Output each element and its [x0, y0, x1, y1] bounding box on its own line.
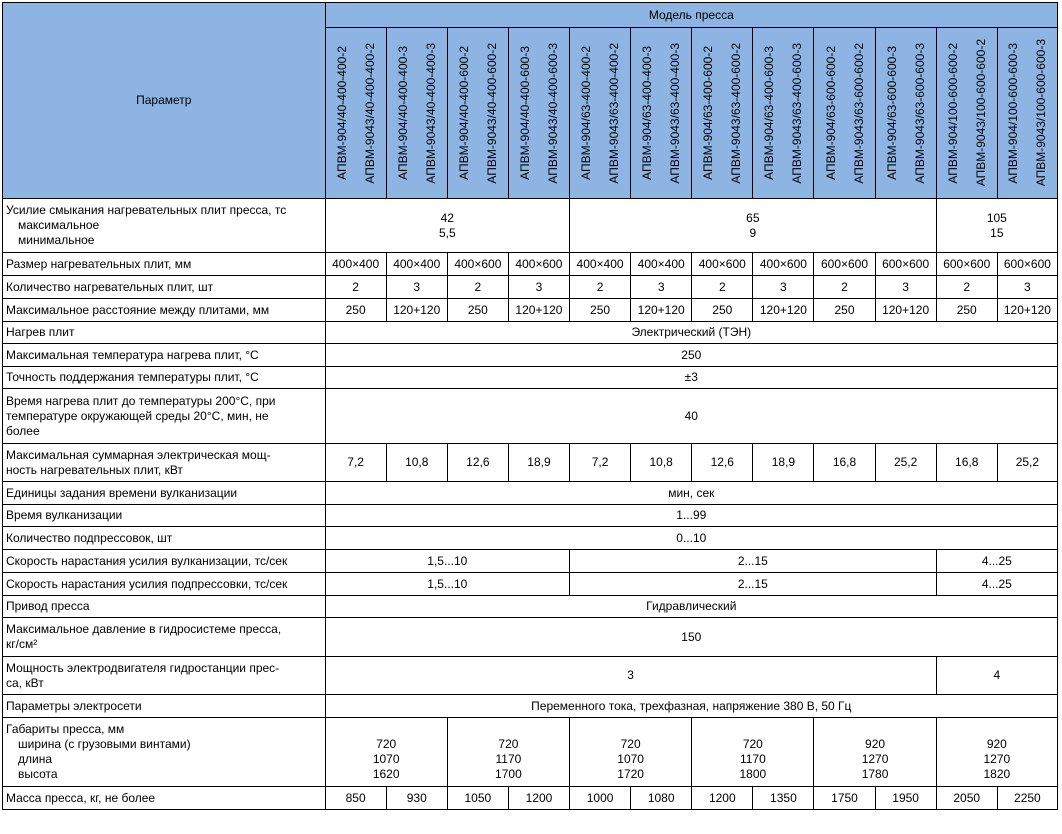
value-line: 0...10: [676, 530, 707, 545]
spec-table: [2, 2, 1058, 810]
value-cell: [875, 276, 936, 299]
value-line: 1080: [647, 790, 675, 805]
spec-row: [3, 657, 1058, 695]
param-name: [3, 199, 326, 253]
value-cell: [325, 596, 1057, 618]
spec-row: [3, 389, 1058, 444]
value-line: 5,5: [438, 225, 456, 240]
value-line: 1,5...10: [427, 576, 468, 591]
value-line: 1820: [983, 767, 1011, 781]
value-cell: [631, 253, 692, 276]
param-line: са, кВт: [6, 675, 44, 690]
value-line: 1720: [617, 767, 644, 781]
value-cell: [386, 276, 447, 299]
value-cell: [570, 444, 631, 482]
value-cell: [570, 718, 692, 787]
value-line: 3: [657, 279, 665, 294]
value-cell: [936, 718, 1057, 787]
value-cell: [570, 276, 631, 299]
model-name: АПВМ-904/40-400-400-2: [334, 46, 349, 180]
param-name: [3, 787, 326, 810]
model-name: АПВМ-9043/63-600-600-3: [912, 42, 927, 184]
value-cell: [753, 276, 814, 299]
value-cell: [447, 299, 508, 322]
value-cell: [325, 695, 1057, 718]
value-line: 16,8: [832, 455, 857, 469]
value-cell: [692, 253, 753, 276]
param-line: Скорость нарастания усилия подпрессовки, тс/сек: [6, 576, 288, 591]
value-line: 12,6: [466, 455, 490, 469]
param-name: [3, 596, 326, 618]
value-cell: [325, 482, 1057, 505]
value-cell: [570, 550, 937, 573]
value-cell: [570, 253, 631, 276]
param-line: Точность поддержания температуры плит, °С: [6, 370, 259, 384]
value-line: 250: [590, 302, 611, 317]
value-line: 250: [712, 302, 733, 317]
value-line: Электрический (ТЭН): [631, 325, 752, 339]
value-line: 720: [498, 737, 519, 751]
value-line: 7,2: [591, 455, 609, 469]
value-cell: [753, 787, 814, 810]
spec-row: [3, 299, 1058, 322]
value-line: 1750: [831, 790, 858, 805]
model-name-cell: [325, 28, 386, 199]
value-line: 25,2: [1015, 455, 1040, 469]
spec-row: [3, 482, 1058, 505]
value-line: 400×600: [515, 256, 563, 271]
value-cell: [753, 299, 814, 322]
param-line: Масса пресса, кг, не более: [6, 790, 156, 805]
value-line: 600×600: [882, 256, 930, 271]
value-cell: [997, 787, 1057, 810]
value-cell: [997, 444, 1057, 482]
param-line: длина: [18, 752, 53, 766]
value-line: 9: [749, 225, 757, 240]
value-line: 1620: [372, 767, 400, 781]
spec-row: [3, 573, 1058, 596]
value-line: 2: [352, 279, 359, 294]
value-line: 120+120: [1003, 302, 1051, 317]
value-line: 400×600: [454, 256, 502, 271]
value-cell: [508, 787, 569, 810]
value-cell: [936, 299, 997, 322]
value-line: 1270: [983, 752, 1011, 766]
param-line: максимальное: [18, 218, 100, 232]
value-line: 1070: [617, 752, 644, 766]
param-name: [3, 389, 326, 444]
value-line: 850: [345, 790, 366, 805]
model-name: АПВМ-9043/40-400-600-3: [545, 42, 560, 184]
param-line: Максимальная температура нагрева плит, °С: [6, 347, 259, 362]
header-row-model: [3, 3, 1058, 28]
value-cell: [936, 573, 1057, 596]
value-line: 4...25: [981, 576, 1012, 591]
value-cell: [997, 299, 1057, 322]
param-line: Количество подпрессовок, шт: [6, 530, 173, 545]
value-cell: [325, 276, 386, 299]
value-line: 920: [865, 737, 886, 751]
spec-row: [3, 367, 1058, 389]
spec-row: [3, 695, 1058, 718]
model-name: АПВМ-904/40-400-600-2: [456, 46, 471, 180]
param-line: ность нагревательных плит, кВт: [6, 462, 183, 477]
param-name: [3, 550, 326, 573]
value-cell: [386, 253, 447, 276]
value-cell: [325, 299, 386, 322]
value-cell: [936, 199, 1057, 253]
value-cell: [325, 253, 386, 276]
model-name: АПВМ-9043/63-400-600-2: [729, 42, 744, 184]
value-line: 42: [440, 210, 454, 225]
param-line: Нагрев плит: [6, 325, 75, 339]
value-cell: [814, 253, 875, 276]
value-line: 3: [1024, 279, 1031, 294]
value-line: 18,9: [771, 455, 796, 469]
value-line: 150: [681, 629, 702, 644]
param-name: [3, 573, 326, 596]
spec-row: [3, 444, 1058, 482]
value-line: ±3: [684, 370, 698, 384]
value-cell: [875, 444, 936, 482]
spec-row: [3, 199, 1058, 253]
value-cell: [325, 389, 1057, 444]
model-name-cell: [997, 28, 1057, 199]
value-cell: [814, 718, 936, 787]
param-name: [3, 618, 326, 657]
value-cell: [875, 299, 936, 322]
spec-row: [3, 253, 1058, 276]
param-line: Размер нагревательных плит, мм: [6, 256, 192, 271]
model-name-cell: [875, 28, 936, 199]
param-line: более: [6, 423, 40, 438]
value-cell: [692, 787, 753, 810]
value-cell: [570, 299, 631, 322]
spec-row: [3, 322, 1058, 344]
model-name: АПВМ-9043/63-400-400-2: [607, 42, 622, 184]
value-line: 18,9: [527, 455, 551, 469]
value-line: 3: [902, 279, 909, 294]
param-line: минимальное: [18, 233, 95, 247]
model-name: АПВМ-904/40-400-600-3: [517, 46, 532, 180]
value-cell: [997, 253, 1057, 276]
value-line: 1170: [495, 752, 522, 766]
value-cell: [814, 299, 875, 322]
value-line: 120+120: [637, 302, 685, 317]
model-name-cell: [386, 28, 447, 199]
value-cell: [508, 444, 569, 482]
param-line: Максимальная суммарная электрическая мощ-: [6, 447, 271, 462]
value-cell: [325, 322, 1057, 344]
value-line: 3: [413, 279, 421, 294]
value-line: 1350: [770, 790, 797, 805]
param-name: [3, 253, 326, 276]
value-cell: [447, 718, 569, 787]
value-line: 105: [986, 210, 1007, 225]
value-cell: [936, 276, 997, 299]
value-line: 3: [627, 668, 634, 682]
value-cell: [692, 276, 753, 299]
value-line: 250: [834, 302, 855, 317]
value-cell: [631, 276, 692, 299]
value-cell: [447, 276, 508, 299]
param-line: Привод пресса: [6, 599, 90, 613]
value-line: 600×600: [820, 256, 869, 271]
value-line: 10,8: [649, 455, 673, 469]
param-name: [3, 505, 326, 527]
value-line: 930: [406, 790, 427, 805]
model-name-cell: [936, 28, 997, 199]
value-line: 1270: [861, 752, 889, 766]
value-cell: [508, 276, 569, 299]
value-line: 15: [990, 225, 1004, 240]
value-line: 25,2: [893, 455, 918, 469]
param-header: Параметр: [3, 3, 326, 199]
value-cell: [631, 299, 692, 322]
value-cell: [631, 787, 692, 810]
value-line: 600×600: [1003, 256, 1051, 271]
model-name: АПВМ-9043/40-400-400-3: [423, 42, 438, 184]
value-cell: [325, 444, 386, 482]
value-line: 600×600: [943, 256, 991, 271]
model-name-cell: [631, 28, 692, 199]
value-cell: [325, 718, 447, 787]
value-cell: [936, 444, 997, 482]
param-line: Параметры электросети: [6, 698, 142, 713]
value-cell: [570, 199, 937, 253]
param-line: Время вулканизации: [6, 508, 123, 522]
value-line: 4...25: [981, 553, 1012, 568]
value-cell: [325, 367, 1057, 389]
value-cell: [386, 299, 447, 322]
value-line: 400×400: [637, 256, 685, 271]
value-cell: [447, 444, 508, 482]
value-line: 400×600: [759, 256, 807, 271]
value-line: Переменного тока, трехфазная, напряжение 380 В, 50 Гц: [531, 698, 852, 713]
value-line: 1950: [892, 790, 919, 805]
model-name: АПВМ-904/100-600-600-3: [1006, 42, 1021, 184]
param-name: [3, 718, 326, 787]
value-line: 1200: [525, 790, 553, 805]
value-line: 1070: [372, 752, 400, 766]
model-name: АПВМ-904/63-600-600-2: [823, 46, 838, 180]
value-line: 2250: [1014, 790, 1041, 805]
value-line: 1000: [586, 790, 614, 805]
model-name: АПВМ-904/40-400-400-3: [395, 46, 410, 180]
value-line: 120+120: [393, 302, 441, 317]
value-cell: [814, 276, 875, 299]
value-line: 12,6: [710, 455, 734, 469]
param-line: Единицы задания времени вулканизации: [6, 485, 238, 500]
model-name: АПВМ-9043/40-400-600-2: [484, 42, 499, 184]
param-name: [3, 344, 326, 367]
param-name: [3, 276, 326, 299]
param-line: Время нагрева плит до температуры 200°С, при: [6, 393, 276, 408]
model-name: АПВМ-9043/40-400-400-2: [362, 42, 377, 184]
model-name-cell: [814, 28, 875, 199]
value-cell: [814, 444, 875, 482]
value-line: 65: [746, 210, 760, 225]
value-line: 1800: [739, 767, 767, 781]
param-name: [3, 444, 326, 482]
value-line: 720: [620, 737, 641, 751]
param-line: кг/см²: [6, 637, 38, 651]
value-cell: [325, 344, 1057, 367]
spec-row: [3, 505, 1058, 527]
model-name-cell: [508, 28, 569, 199]
value-line: 2: [841, 279, 848, 294]
value-line: 7,2: [347, 455, 364, 469]
value-cell: [692, 718, 814, 787]
param-line: Максимальное давление в гидросистеме пресса,: [6, 622, 282, 636]
model-name-cell: [692, 28, 753, 199]
param-name: [3, 299, 326, 322]
model-name: АПВМ-904/63-600-600-3: [884, 46, 899, 180]
value-line: 2: [474, 279, 482, 294]
param-name: [3, 657, 326, 695]
value-line: 3: [535, 279, 543, 294]
value-cell: [753, 253, 814, 276]
value-cell: [875, 787, 936, 810]
value-cell: [814, 787, 875, 810]
value-line: 2: [718, 279, 726, 294]
value-line: 1...99: [676, 508, 707, 522]
model-name: АПВМ-904/63-400-600-2: [701, 46, 716, 180]
value-cell: [936, 550, 1057, 573]
value-line: 3: [780, 279, 787, 294]
value-cell: [875, 253, 936, 276]
spec-row: [3, 527, 1058, 550]
value-line: 920: [986, 737, 1007, 751]
value-cell: [325, 657, 936, 695]
value-cell: [325, 527, 1057, 550]
model-name: АПВМ-904/63-400-400-2: [579, 46, 594, 180]
value-cell: [936, 787, 997, 810]
value-line: 400×400: [332, 256, 380, 271]
param-name: [3, 695, 326, 718]
value-line: мин, сек: [668, 485, 715, 500]
spec-row: [3, 276, 1058, 299]
value-line: 120+120: [515, 302, 563, 317]
value-line: 400×400: [576, 256, 624, 271]
value-line: 2...15: [737, 553, 768, 568]
value-cell: [447, 253, 508, 276]
value-cell: [325, 505, 1057, 527]
value-line: 10,8: [405, 455, 429, 469]
model-name: АПВМ-904/63-400-400-3: [640, 46, 655, 180]
value-line: Гидравлический: [646, 599, 737, 613]
model-name-cell: [447, 28, 508, 199]
spec-row: [3, 344, 1058, 367]
param-line: Количество нагревательных плит, шт: [6, 279, 214, 294]
value-cell: [508, 253, 569, 276]
spec-row: [3, 787, 1058, 810]
param-name: [3, 482, 326, 505]
value-line: 250: [345, 302, 366, 317]
value-line: 120+120: [882, 302, 930, 317]
value-line: 400×400: [393, 256, 441, 271]
model-header: Модель пресса: [325, 3, 1057, 28]
value-line: 400×600: [698, 256, 746, 271]
value-line: 1780: [861, 767, 889, 781]
model-name: АПВМ-9043/63-400-600-3: [790, 42, 805, 184]
value-line: 2050: [953, 790, 981, 805]
value-line: 120+120: [759, 302, 807, 317]
model-name: АПВМ-9043/100-600-600-3: [1034, 39, 1049, 187]
param-line: Габариты пресса, мм: [6, 722, 125, 736]
value-cell: [936, 253, 997, 276]
value-line: 250: [956, 302, 977, 317]
value-cell: [386, 444, 447, 482]
param-line: температуре окружающей среды 20°С, мин, не: [6, 408, 269, 423]
model-name: АПВМ-904/63-400-600-3: [762, 46, 777, 180]
param-line: Усилие смыкания нагревательных плит пресса, тс: [6, 203, 287, 217]
value-cell: [325, 787, 386, 810]
value-cell: [631, 444, 692, 482]
value-cell: [325, 618, 1057, 657]
value-cell: [692, 444, 753, 482]
value-cell: [570, 573, 937, 596]
value-line: 16,8: [955, 455, 979, 469]
value-cell: [325, 573, 569, 596]
value-line: 720: [742, 737, 763, 751]
spec-row: [3, 596, 1058, 618]
param-line: ширина (с грузовыми винтами): [18, 737, 191, 751]
value-cell: [753, 444, 814, 482]
value-cell: [936, 657, 1057, 695]
value-cell: [325, 550, 569, 573]
value-line: 1,5...10: [427, 553, 468, 568]
value-line: 4: [993, 668, 1001, 682]
value-line: 1050: [464, 790, 492, 805]
value-line: 2...15: [737, 576, 768, 591]
value-line: 40: [684, 408, 698, 423]
model-name-cell: [570, 28, 631, 199]
model-name-cell: [753, 28, 814, 199]
value-line: 250: [467, 302, 488, 317]
model-name: АПВМ-9043/63-400-400-3: [668, 42, 683, 184]
model-name: АПВМ-9043/100-600-600-2: [973, 39, 988, 187]
spec-row: [3, 618, 1058, 657]
spec-row: [3, 550, 1058, 573]
param-name: [3, 367, 326, 389]
value-cell: [692, 299, 753, 322]
value-cell: [997, 276, 1057, 299]
value-line: 1170: [739, 752, 766, 766]
value-line: 2: [963, 279, 971, 294]
param-line: Мощность электродвигателя гидростанции прес-: [6, 660, 280, 675]
param-line: Максимальное расстояние между плитами, мм: [6, 302, 270, 317]
value-cell: [570, 787, 631, 810]
spec-row: [3, 718, 1058, 787]
value-line: 2: [596, 279, 604, 294]
value-line: 250: [681, 347, 702, 362]
value-cell: [386, 787, 447, 810]
value-line: 720: [376, 737, 397, 751]
value-line: 1200: [708, 790, 736, 805]
param-line: Скорость нарастания усилия вулканизации, тс/сек: [6, 553, 288, 568]
value-cell: [508, 299, 569, 322]
model-name: АПВМ-9043/63-600-600-2: [851, 42, 866, 184]
value-line: 1700: [495, 767, 522, 781]
value-cell: [447, 787, 508, 810]
model-name: АПВМ-904/100-600-600-2: [945, 42, 960, 184]
param-name: [3, 527, 326, 550]
param-name: [3, 322, 326, 344]
value-cell: [325, 199, 569, 253]
param-line: высота: [18, 767, 58, 781]
